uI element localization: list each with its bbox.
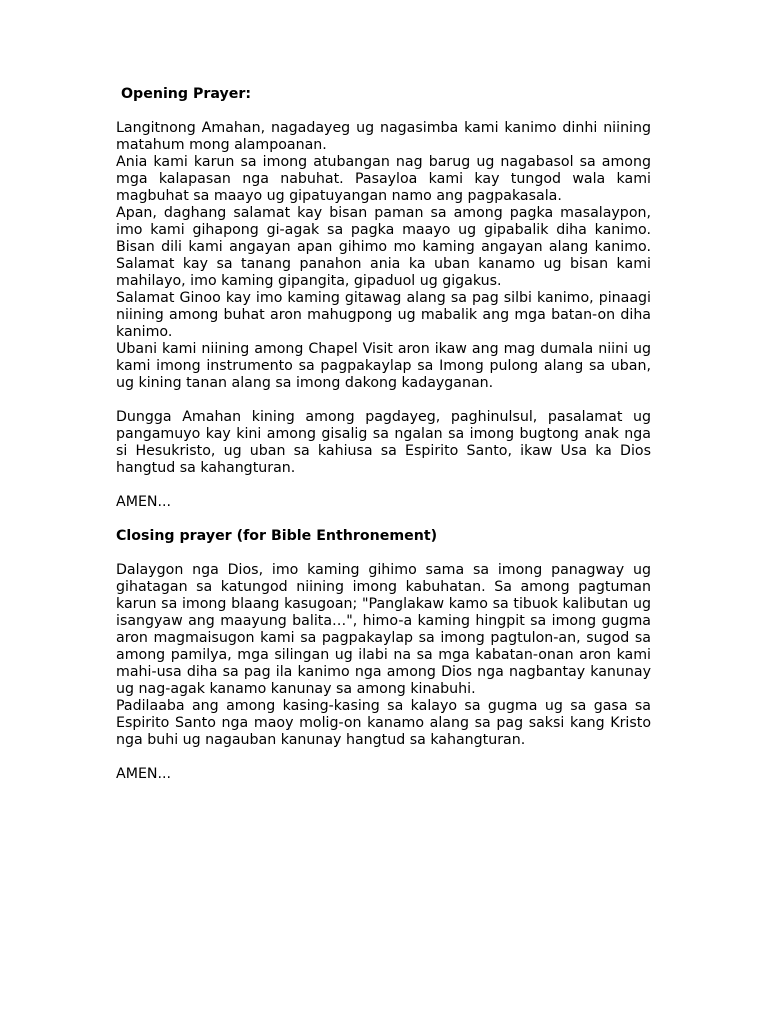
opening-prayer-title: Opening Prayer: <box>121 86 252 102</box>
spacer <box>116 103 651 120</box>
opening-amen: AMEN... <box>116 494 172 510</box>
opening-paragraph: Salamat Ginoo kay imo kaming gitawag alang sa pag silbi kanimo, pinaagi niining among buhat aron mahugpong ug mabalik ang mga batan-on diha kanimo. <box>116 290 651 340</box>
spacer <box>116 392 651 409</box>
opening-paragraph: Dungga Amahan kining among pagdayeg, paghinulsul, pasalamat ug pangamuyo kay kini among gisalig sa ngalan sa imong bugtong anak nga si Hesukristo, ug uban sa kahiusa sa Espirito Santo, ikaw Usa ka Dios hangtud sa kahangturan. <box>116 409 651 476</box>
closing-amen: AMEN... <box>116 766 172 782</box>
opening-paragraph: Apan, daghang salamat kay bisan paman sa among pagka masalaypon, imo kami gihapong gi-agak sa pagka maayo ug gipabalik diha kanimo. Bisan dili kami angayan apan gihimo mo kaming angayan alang kanimo. Salamat kay sa tanang panahon ania ka uban kanamo ug bisan kami mahilayo, imo kaming gipangita, gipaduol ug gigakus. <box>116 205 651 289</box>
opening-paragraph: Ania kami karun sa imong atubangan nag barug ug nagabasol sa among mga kalapasan nga nabuhat. Pasayloa kami kay tungod wala kami magbuhat sa maayo ug gipatuyangan namo ang pagpakasala. <box>116 154 651 204</box>
closing-prayer-title: Closing prayer (for Bible Enthronement) <box>116 528 438 544</box>
opening-paragraph: Langitnong Amahan, nagadayeg ug nagasimba kami kanimo dinhi niining matahum mong alampoanan. <box>116 120 651 153</box>
spacer <box>116 545 651 562</box>
closing-paragraph: Dalaygon nga Dios, imo kaming gihimo sama sa imong panagway ug gihatagan sa katungod niining imong kabuhatan. Sa among pagtuman karun sa imong blaang kasugoan; "Panglakaw kamo sa tibuok kalibutan ug isangyaw ang maayung balita…", himo-a kaming hingpit sa imong gugma aron magmaisugon kami sa pagpakaylap sa imong pagtulon-an, sugod sa among pamilya, mga silingan ug ilabi na sa mga kabatan-onan aron kami mahi-usa diha sa pag ila kanimo nga among Dios nga nagbantay kanunay ug nag-agak kanamo kanunay sa among kinabuhi. <box>116 562 651 697</box>
spacer <box>116 511 651 528</box>
spacer <box>116 749 651 766</box>
closing-paragraph: Padilaaba ang among kasing-kasing sa kalayo sa gugma ug sa gasa sa Espirito Santo nga maoy molig-on kanamo alang sa pag saksi kang Kristo nga buhi ug nagauban kanunay hangtud sa kahangturan. <box>116 698 651 748</box>
spacer <box>116 477 651 494</box>
opening-paragraph: Ubani kami niining among Chapel Visit aron ikaw ang mag dumala niini ug kami imong instrumento sa pagpakaylap sa Imong pulong alang sa uban, ug kining tanan alang sa imong dakong kadayganan. <box>116 341 651 391</box>
document-page <box>116 86 651 783</box>
